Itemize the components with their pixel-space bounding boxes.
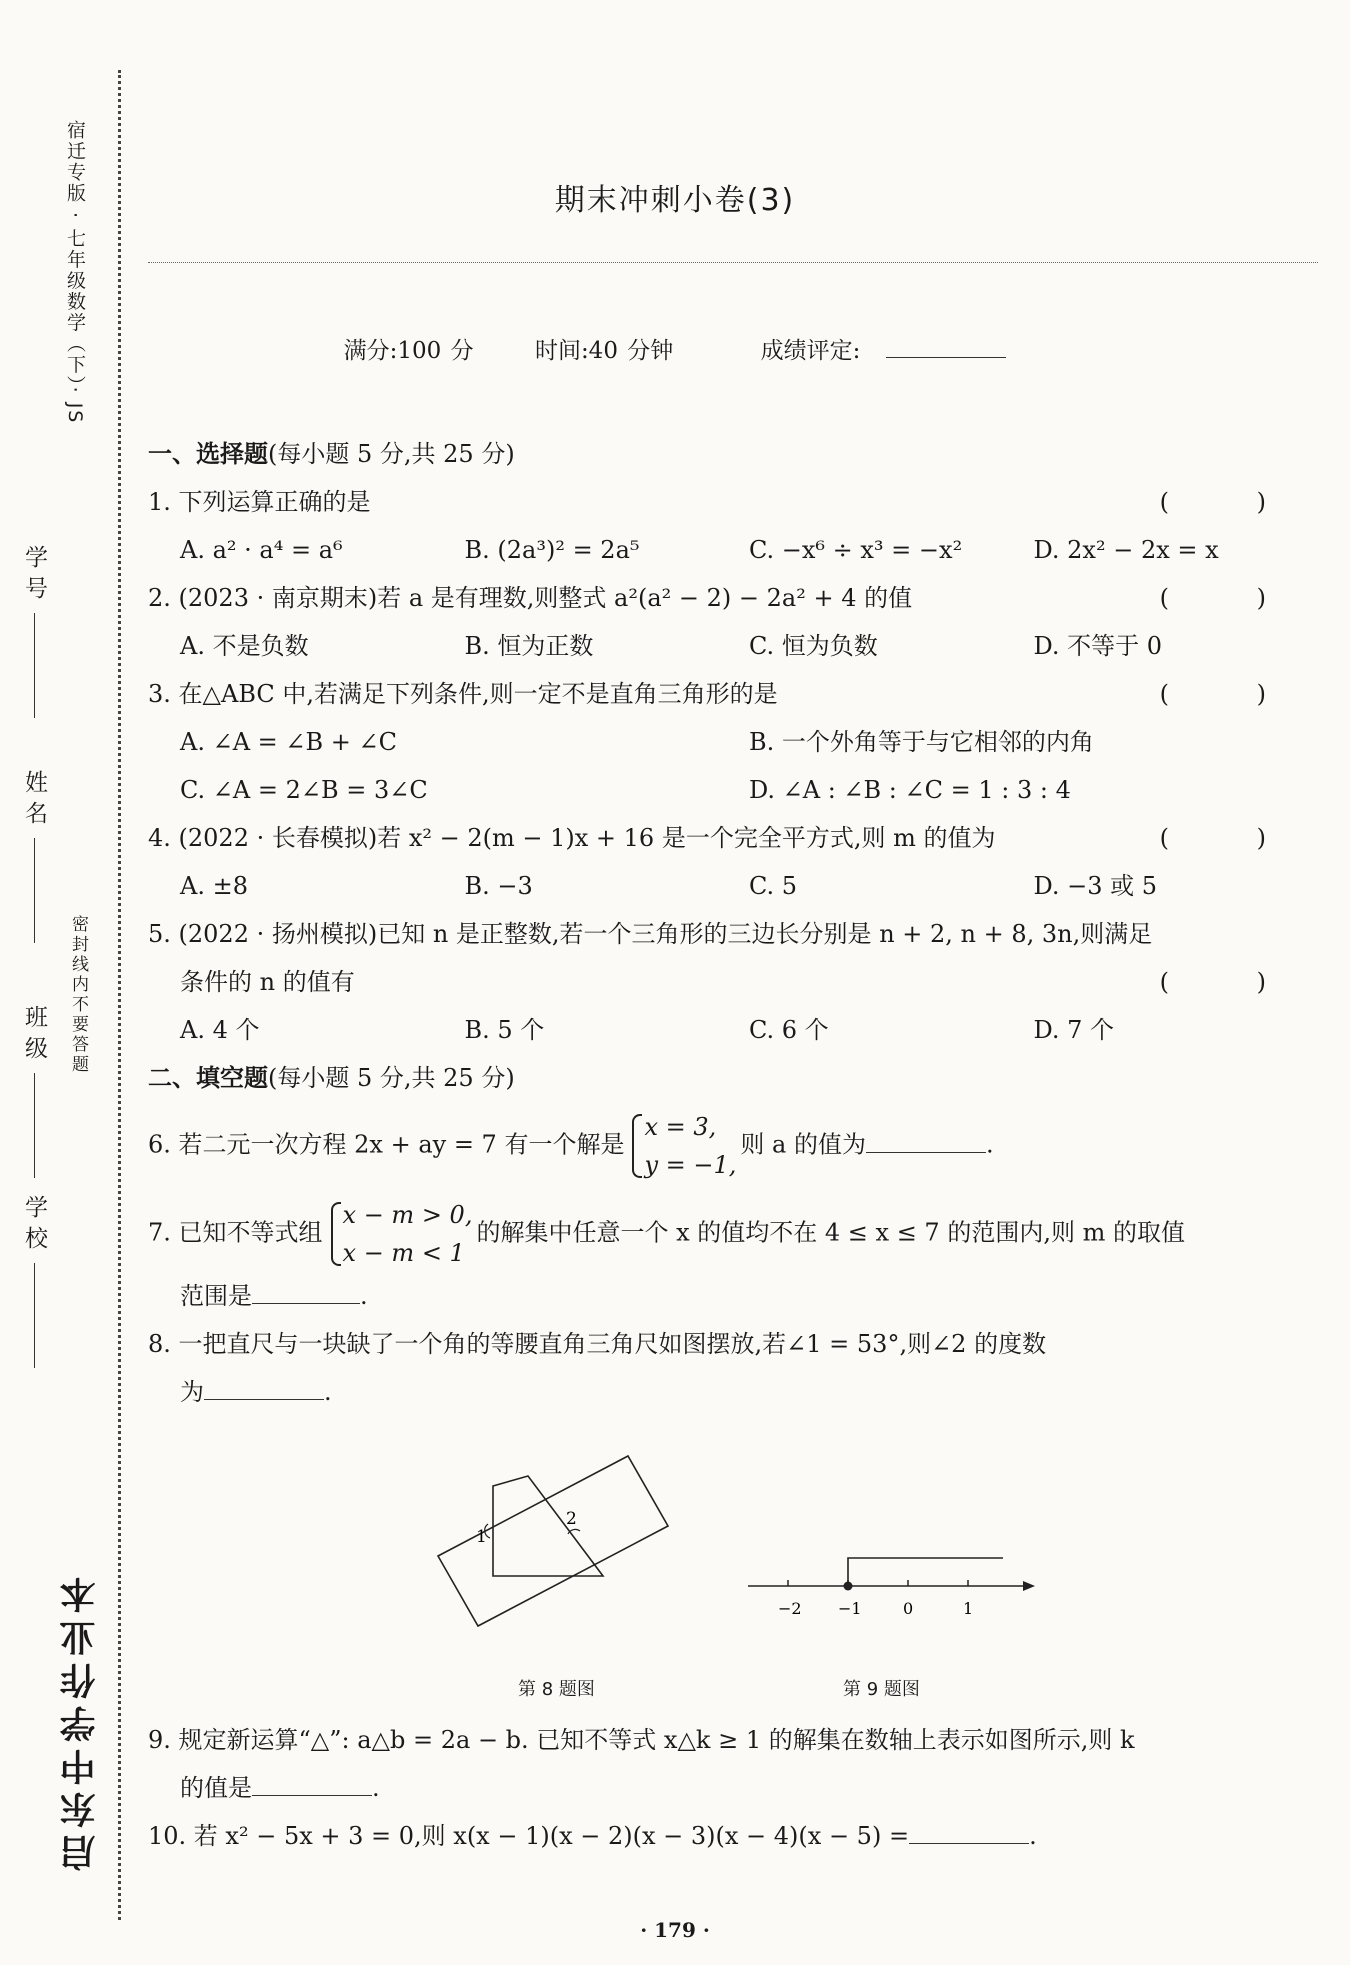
tick-label: 0 bbox=[903, 1599, 914, 1618]
question-10: 10. 若 x² − 5x + 3 = 0,则 x(x − 1)(x − 2)(x − 3)(x − 4)(x − 5) = . bbox=[148, 1812, 1318, 1860]
student-name-field: 姓名 bbox=[18, 770, 51, 943]
question-3-options-row1 bbox=[148, 718, 1318, 766]
option-c: C. 5 bbox=[749, 872, 798, 900]
tick-label: 1 bbox=[963, 1599, 974, 1618]
school-name: 启东中学作业本 bbox=[60, 1570, 101, 1871]
question-7: 7. 已知不等式组 x − m > 0, x − m < 1 的解集中任意一个 x 的值均不在 4 ≤ x ≤ 7 的范围内,则 m 的取值 bbox=[148, 1190, 1318, 1272]
question-5-cont: 条件的 n 的值有 ( ) bbox=[148, 958, 1318, 1006]
tick-label: −1 bbox=[838, 1599, 862, 1618]
answer-blank[interactable] bbox=[252, 1277, 360, 1304]
answer-paren[interactable]: ( ) bbox=[1159, 584, 1306, 612]
question-7-cont: 范围是 . bbox=[148, 1272, 1318, 1320]
option-b: B. 5 个 bbox=[464, 1016, 545, 1044]
question-5: 5. (2022 · 扬州模拟)已知 n 是正整数,若一个三角形的三边长分别是 n + 2, n + 8, 3n,则满足 bbox=[148, 920, 1153, 948]
figure-9-caption: 第 9 题图 bbox=[843, 1679, 920, 1700]
inequality-system: x − m > 0, x − m < 1 bbox=[327, 1196, 473, 1272]
option-a: A. a² · a⁴ = a⁶ bbox=[180, 536, 343, 564]
figures bbox=[148, 1416, 1318, 1716]
question-2-options bbox=[148, 622, 1318, 670]
series-label: 宿迁专版 · 七年级数学（下）· JS bbox=[64, 120, 86, 425]
figure-8-caption: 第 8 题图 bbox=[518, 1679, 595, 1700]
option-c: C. 恒为负数 bbox=[749, 632, 878, 660]
question-3: 3. 在△ABC 中,若满足下列条件,则一定不是直角三角形的是 ( ) bbox=[148, 670, 1318, 718]
question-9: 9. 规定新运算“△”: a△b = 2a − b. 已知不等式 x△k ≥ 1 的解集在数轴上表示如图所示,则 k bbox=[148, 1726, 1135, 1754]
option-d: D. 7 个 bbox=[1033, 1016, 1115, 1044]
answer-paren[interactable]: ( ) bbox=[1159, 824, 1306, 852]
school-field: 学校 bbox=[18, 1195, 51, 1368]
solution-ray bbox=[848, 1558, 1003, 1586]
question-6: 6. 若二元一次方程 2x + ay = 7 有一个解是 x = 3, y = −1, 则 a 的值为 . bbox=[148, 1102, 1318, 1190]
answer-paren[interactable]: ( ) bbox=[1159, 968, 1306, 996]
exam-info bbox=[0, 332, 1350, 365]
class-field: 班级 bbox=[18, 1005, 51, 1178]
option-b: B. 一个外角等于与它相邻的内角 bbox=[749, 728, 1094, 756]
answer-paren[interactable]: ( ) bbox=[1159, 680, 1306, 708]
ruler-triangle-figure bbox=[428, 1416, 688, 1646]
option-b: B. −3 bbox=[464, 872, 533, 900]
ruler-shape bbox=[438, 1456, 668, 1626]
student-id-field: 学号 bbox=[18, 545, 51, 718]
option-c: C. ∠A = 2∠B = 3∠C bbox=[180, 776, 428, 804]
option-b: B. 恒为正数 bbox=[464, 632, 594, 660]
time-limit: 时间:40 分钟 bbox=[534, 338, 674, 364]
answer-blank[interactable] bbox=[909, 1817, 1029, 1844]
questions bbox=[148, 430, 1318, 1860]
grade-box: 成绩评定: bbox=[735, 338, 1007, 364]
page-number: · 179 · bbox=[640, 1918, 710, 1942]
option-d: D. ∠A : ∠B : ∠C = 1 : 3 : 4 bbox=[749, 776, 1071, 804]
section-fill-title: 二、填空题(每小题 5 分,共 25 分) bbox=[148, 1064, 515, 1092]
option-c: C. 6 个 bbox=[749, 1016, 829, 1044]
tick-label: −2 bbox=[778, 1599, 802, 1618]
question-2: 2. (2023 · 南京期末)若 a 是有理数,则整式 a²(a² − 2) − 2a² + 4 的值 ( ) bbox=[148, 574, 1318, 622]
question-1: 1. 下列运算正确的是 ( ) bbox=[148, 478, 1318, 526]
section-choice-title: 一、选择题(每小题 5 分,共 25 分) bbox=[148, 440, 515, 468]
answer-blank[interactable] bbox=[252, 1769, 372, 1796]
number-line-figure bbox=[748, 1546, 1038, 1626]
equation-system: x = 3, y = −1, bbox=[628, 1108, 736, 1184]
question-8-cont: 为 . bbox=[148, 1368, 1318, 1416]
angle-1-label: 1 bbox=[476, 1527, 487, 1547]
angle-2-arc bbox=[568, 1529, 580, 1534]
grade-blank[interactable] bbox=[886, 337, 1006, 358]
triangle-shape bbox=[493, 1476, 603, 1576]
option-b: B. (2a³)² = 2a⁵ bbox=[464, 536, 640, 564]
option-a: A. ±8 bbox=[180, 872, 248, 900]
option-c: C. −x⁶ ÷ x³ = −x² bbox=[749, 536, 963, 564]
axis-arrow bbox=[1023, 1581, 1035, 1591]
question-3-options-row2 bbox=[148, 766, 1318, 814]
option-d: D. 不等于 0 bbox=[1033, 632, 1163, 660]
question-4-options bbox=[148, 862, 1318, 910]
page-title: 期末冲刺小卷(3) bbox=[554, 183, 796, 218]
title-divider bbox=[148, 262, 1318, 263]
question-5-options bbox=[148, 1006, 1318, 1054]
option-a: A. ∠A = ∠B + ∠C bbox=[180, 728, 397, 756]
question-1-options bbox=[148, 526, 1318, 574]
answer-blank[interactable] bbox=[866, 1126, 986, 1153]
question-8: 8. 一把直尺与一块缺了一个角的等腰直角三角尺如图摆放,若∠1 = 53°,则∠2 的度数 bbox=[148, 1330, 1047, 1358]
option-a: A. 不是负数 bbox=[180, 632, 309, 660]
angle-2-label: 2 bbox=[566, 1509, 577, 1529]
answer-blank[interactable] bbox=[204, 1373, 324, 1400]
seal-notice: 密封线内不要答题 bbox=[68, 915, 88, 1075]
option-d: D. 2x² − 2x = x bbox=[1033, 536, 1219, 564]
option-d: D. −3 或 5 bbox=[1033, 872, 1158, 900]
option-a: A. 4 个 bbox=[180, 1016, 260, 1044]
question-4: 4. (2022 · 长春模拟)若 x² − 2(m − 1)x + 16 是一个完全平方式,则 m 的值为 ( ) bbox=[148, 814, 1318, 862]
question-9-cont: 的值是 . bbox=[148, 1764, 1318, 1812]
answer-paren[interactable]: ( ) bbox=[1159, 488, 1306, 516]
full-score: 满分:100 分 bbox=[343, 338, 474, 364]
